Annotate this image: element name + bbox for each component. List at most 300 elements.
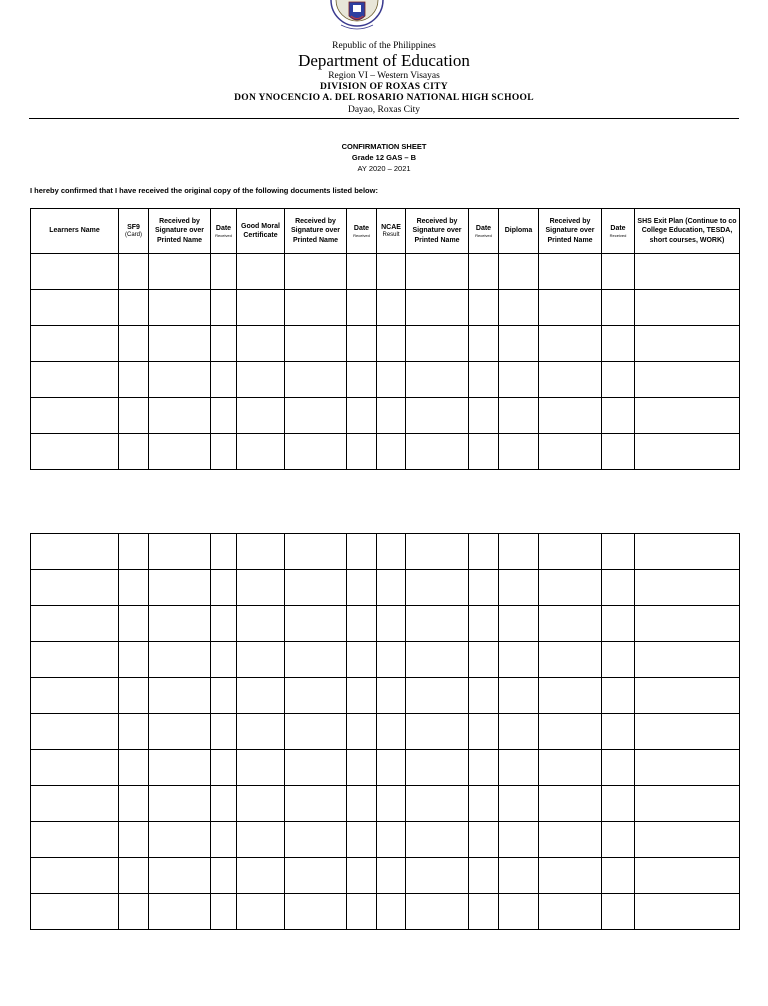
table-cell[interactable] <box>119 786 149 822</box>
table-cell[interactable] <box>539 714 602 750</box>
table-cell[interactable] <box>377 254 406 290</box>
table-cell[interactable] <box>347 642 377 678</box>
table-cell[interactable] <box>635 786 740 822</box>
table-cell[interactable] <box>469 714 499 750</box>
confirmation-table-bottom <box>30 533 740 930</box>
table-cell[interactable] <box>237 434 285 470</box>
header-department: Department of Education <box>298 51 470 70</box>
table-cell[interactable] <box>635 714 740 750</box>
table-cell[interactable] <box>469 894 499 930</box>
table-cell[interactable] <box>285 398 347 434</box>
table-cell[interactable] <box>31 362 119 398</box>
table-cell[interactable] <box>499 326 539 362</box>
table-cell[interactable] <box>602 858 635 894</box>
table-cell[interactable] <box>237 606 285 642</box>
table-cell[interactable] <box>406 894 469 930</box>
table-cell[interactable] <box>31 570 119 606</box>
table-cell[interactable] <box>31 398 119 434</box>
table-row <box>31 290 740 326</box>
table-cell[interactable] <box>119 534 149 570</box>
table-cell[interactable] <box>406 750 469 786</box>
table-cell[interactable] <box>469 678 499 714</box>
table-cell[interactable] <box>119 894 149 930</box>
table-cell[interactable] <box>635 858 740 894</box>
table-cell[interactable] <box>469 398 499 434</box>
table-cell[interactable] <box>31 534 119 570</box>
table-cell[interactable] <box>539 894 602 930</box>
table-cell[interactable] <box>406 254 469 290</box>
column-header-label: Received by Signature over Printed Name <box>412 218 462 244</box>
table-cell[interactable] <box>602 362 635 398</box>
table-cell[interactable] <box>211 362 237 398</box>
header-republic: Republic of the Philippines <box>332 41 436 51</box>
table-row <box>31 326 740 362</box>
table-cell[interactable] <box>377 434 406 470</box>
table-cell[interactable] <box>211 254 237 290</box>
table-cell[interactable] <box>635 642 740 678</box>
table-cell[interactable] <box>149 822 211 858</box>
table-cell[interactable] <box>285 606 347 642</box>
table-cell[interactable] <box>377 858 406 894</box>
table-cell[interactable] <box>31 678 119 714</box>
table-cell[interactable] <box>119 570 149 606</box>
column-header-label: Diploma <box>504 227 533 235</box>
table-cell[interactable] <box>406 434 469 470</box>
table-cell[interactable] <box>406 362 469 398</box>
table-cell[interactable] <box>211 714 237 750</box>
table-cell[interactable] <box>635 678 740 714</box>
table-cell[interactable] <box>149 290 211 326</box>
table-cell[interactable] <box>237 858 285 894</box>
table-cell[interactable] <box>237 326 285 362</box>
table-cell[interactable] <box>406 570 469 606</box>
table-cell[interactable] <box>539 678 602 714</box>
confirmation-statement: I hereby confirmed that I have received the original copy of the following documents listed below: <box>30 186 378 195</box>
table-cell[interactable] <box>347 786 377 822</box>
table-cell[interactable] <box>406 290 469 326</box>
table-cell[interactable] <box>406 398 469 434</box>
table-cell[interactable] <box>237 894 285 930</box>
table-row <box>31 894 740 930</box>
table-row <box>31 714 740 750</box>
table-cell[interactable] <box>149 398 211 434</box>
header-divider <box>29 118 739 119</box>
table-cell[interactable] <box>635 326 740 362</box>
table-row <box>31 858 740 894</box>
table-cell[interactable] <box>377 534 406 570</box>
table-cell[interactable] <box>377 290 406 326</box>
table-cell[interactable] <box>347 606 377 642</box>
table-cell[interactable] <box>149 570 211 606</box>
header-region: Region VI – Western Visayas <box>328 71 440 81</box>
table-cell[interactable] <box>499 254 539 290</box>
table-cell[interactable] <box>347 714 377 750</box>
table-cell[interactable] <box>539 570 602 606</box>
table-cell[interactable] <box>377 362 406 398</box>
table-cell[interactable] <box>539 290 602 326</box>
table-cell[interactable] <box>31 858 119 894</box>
table-cell[interactable] <box>149 714 211 750</box>
table-cell[interactable] <box>469 434 499 470</box>
column-header <box>285 209 347 254</box>
table-cell[interactable] <box>469 822 499 858</box>
table-cell[interactable] <box>635 822 740 858</box>
table-row <box>31 434 740 470</box>
table-cell[interactable] <box>237 290 285 326</box>
column-header <box>237 209 285 254</box>
table-cell[interactable] <box>149 786 211 822</box>
table-cell[interactable] <box>469 642 499 678</box>
table-cell[interactable] <box>499 398 539 434</box>
table-cell[interactable] <box>285 714 347 750</box>
table-cell[interactable] <box>119 254 149 290</box>
table-cell[interactable] <box>119 326 149 362</box>
column-header <box>211 209 237 254</box>
table-cell[interactable] <box>539 254 602 290</box>
table-cell[interactable] <box>539 398 602 434</box>
table-cell[interactable] <box>602 894 635 930</box>
deped-seal-logo <box>327 0 387 38</box>
column-header-sublabel: Received <box>609 232 627 238</box>
table-cell[interactable] <box>237 678 285 714</box>
table-cell[interactable] <box>285 534 347 570</box>
table-cell[interactable] <box>539 534 602 570</box>
column-header <box>539 209 602 254</box>
table-cell[interactable] <box>211 822 237 858</box>
table-cell[interactable] <box>285 822 347 858</box>
table-cell[interactable] <box>237 398 285 434</box>
table-cell[interactable] <box>237 642 285 678</box>
table-row <box>31 606 740 642</box>
table-cell[interactable] <box>31 894 119 930</box>
confirmation-table-top <box>30 208 740 470</box>
table-cell[interactable] <box>377 894 406 930</box>
table-cell[interactable] <box>119 434 149 470</box>
table-cell[interactable] <box>119 750 149 786</box>
table-cell[interactable] <box>469 254 499 290</box>
table-cell[interactable] <box>602 822 635 858</box>
table-cell[interactable] <box>347 678 377 714</box>
table-cell[interactable] <box>119 678 149 714</box>
table-cell[interactable] <box>149 606 211 642</box>
table-cell[interactable] <box>469 326 499 362</box>
table-cell[interactable] <box>602 398 635 434</box>
table-cell[interactable] <box>602 534 635 570</box>
table-cell[interactable] <box>149 678 211 714</box>
table-cell[interactable] <box>347 894 377 930</box>
table-cell[interactable] <box>31 254 119 290</box>
column-header-label: Date <box>610 225 626 233</box>
table-cell[interactable] <box>31 434 119 470</box>
table-cell[interactable] <box>406 822 469 858</box>
table-body-bottom <box>31 534 740 930</box>
column-header-label: Received by Signature over Printed Name <box>154 218 204 244</box>
table-cell[interactable] <box>285 894 347 930</box>
table-cell[interactable] <box>211 858 237 894</box>
table-cell[interactable] <box>602 714 635 750</box>
table-cell[interactable] <box>285 362 347 398</box>
table-cell[interactable] <box>119 290 149 326</box>
table-cell[interactable] <box>406 714 469 750</box>
table-cell[interactable] <box>31 606 119 642</box>
document-grade: Grade 12 GAS – B <box>351 153 417 162</box>
table-cell[interactable] <box>635 362 740 398</box>
table-cell[interactable] <box>602 254 635 290</box>
table-cell[interactable] <box>237 534 285 570</box>
table-cell[interactable] <box>347 398 377 434</box>
table-cell[interactable] <box>149 750 211 786</box>
table-cell[interactable] <box>539 642 602 678</box>
table-cell[interactable] <box>119 858 149 894</box>
table-cell[interactable] <box>347 534 377 570</box>
table-cell[interactable] <box>347 822 377 858</box>
table-cell[interactable] <box>285 678 347 714</box>
table-cell[interactable] <box>149 642 211 678</box>
table-cell[interactable] <box>237 822 285 858</box>
table-row <box>31 398 740 434</box>
table-row <box>31 642 740 678</box>
table-cell[interactable] <box>469 606 499 642</box>
table-cell[interactable] <box>499 570 539 606</box>
table-cell[interactable] <box>602 326 635 362</box>
table-cell[interactable] <box>539 786 602 822</box>
table-cell[interactable] <box>469 750 499 786</box>
table-cell[interactable] <box>31 326 119 362</box>
column-header-label: Date <box>215 225 232 233</box>
table-cell[interactable] <box>285 290 347 326</box>
column-header-label: Received by Signature over Printed Name <box>545 218 595 244</box>
table-cell[interactable] <box>347 254 377 290</box>
column-header <box>119 209 149 254</box>
table-cell[interactable] <box>285 858 347 894</box>
table-cell[interactable] <box>635 398 740 434</box>
column-header <box>377 209 406 254</box>
table-cell[interactable] <box>602 606 635 642</box>
table-cell[interactable] <box>635 290 740 326</box>
table-cell[interactable] <box>377 606 406 642</box>
table-cell[interactable] <box>635 606 740 642</box>
table-cell[interactable] <box>347 570 377 606</box>
table-cell[interactable] <box>602 290 635 326</box>
table-cell[interactable] <box>119 642 149 678</box>
table-cell[interactable] <box>469 534 499 570</box>
column-header <box>31 209 119 254</box>
column-header-sublabel: Received <box>215 232 232 238</box>
table-cell[interactable] <box>285 254 347 290</box>
table-cell[interactable] <box>119 714 149 750</box>
table-cell[interactable] <box>237 714 285 750</box>
table-cell[interactable] <box>211 434 237 470</box>
table-cell[interactable] <box>469 362 499 398</box>
table-cell[interactable] <box>539 750 602 786</box>
table-cell[interactable] <box>406 858 469 894</box>
table-cell[interactable] <box>149 326 211 362</box>
table-cell[interactable] <box>406 642 469 678</box>
table-cell[interactable] <box>119 822 149 858</box>
table-cell[interactable] <box>377 678 406 714</box>
column-header-label: Good Moral Certificate <box>241 222 280 239</box>
table-cell[interactable] <box>602 434 635 470</box>
table-cell[interactable] <box>149 858 211 894</box>
table-cell[interactable] <box>377 822 406 858</box>
column-header-label: Date <box>353 225 370 233</box>
table-cell[interactable] <box>635 570 740 606</box>
table-cell[interactable] <box>31 786 119 822</box>
document-title: CONFIRMATION SHEET <box>341 142 427 151</box>
table-cell[interactable] <box>635 534 740 570</box>
table-cell[interactable] <box>31 290 119 326</box>
table-cell[interactable] <box>149 254 211 290</box>
table-row <box>31 534 740 570</box>
column-header <box>406 209 469 254</box>
table-cell[interactable] <box>347 858 377 894</box>
table-cell[interactable] <box>602 570 635 606</box>
table-cell[interactable] <box>499 750 539 786</box>
table-cell[interactable] <box>539 362 602 398</box>
table-cell[interactable] <box>211 534 237 570</box>
table-cell[interactable] <box>635 894 740 930</box>
table-row <box>31 570 740 606</box>
table-cell[interactable] <box>539 326 602 362</box>
table-cell[interactable] <box>539 606 602 642</box>
table-cell[interactable] <box>347 362 377 398</box>
table-cell[interactable] <box>119 606 149 642</box>
table-cell[interactable] <box>499 858 539 894</box>
table-cell[interactable] <box>499 894 539 930</box>
table-cell[interactable] <box>211 750 237 786</box>
table-cell[interactable] <box>469 570 499 606</box>
table-cell[interactable] <box>237 254 285 290</box>
table-cell[interactable] <box>635 254 740 290</box>
table-cell[interactable] <box>211 642 237 678</box>
table-cell[interactable] <box>211 678 237 714</box>
table-cell[interactable] <box>469 786 499 822</box>
table-cell[interactable] <box>539 858 602 894</box>
table-cell[interactable] <box>211 326 237 362</box>
table-cell[interactable] <box>285 434 347 470</box>
table-row <box>31 786 740 822</box>
table-cell[interactable] <box>31 642 119 678</box>
table-cell[interactable] <box>347 290 377 326</box>
table-cell[interactable] <box>237 786 285 822</box>
column-header-label: Date <box>475 225 492 233</box>
table-cell[interactable] <box>539 434 602 470</box>
table-cell[interactable] <box>499 714 539 750</box>
table-cell[interactable] <box>211 786 237 822</box>
table-row <box>31 362 740 398</box>
column-header <box>149 209 211 254</box>
table-cell[interactable] <box>469 858 499 894</box>
column-header-label: Received by Signature over Printed Name <box>290 218 340 244</box>
column-header-label: SF9 <box>127 223 140 231</box>
table-cell[interactable] <box>149 434 211 470</box>
table-cell[interactable] <box>211 398 237 434</box>
table-body-top <box>31 254 740 470</box>
table-cell[interactable] <box>149 362 211 398</box>
table-cell[interactable] <box>377 570 406 606</box>
table-cell[interactable] <box>211 606 237 642</box>
table-row <box>31 822 740 858</box>
column-header <box>602 209 635 254</box>
table-cell[interactable] <box>119 398 149 434</box>
table-cell[interactable] <box>237 570 285 606</box>
column-header-sublabel: Result <box>382 231 400 238</box>
table-cell[interactable] <box>211 570 237 606</box>
table-cell[interactable] <box>31 750 119 786</box>
table-row <box>31 678 740 714</box>
table-cell[interactable] <box>406 786 469 822</box>
table-cell[interactable] <box>499 642 539 678</box>
table-cell[interactable] <box>635 434 740 470</box>
table-cell[interactable] <box>211 894 237 930</box>
column-header <box>347 209 377 254</box>
column-header-label: NCAE <box>381 223 401 231</box>
column-header-label: SHS Exit Plan (Continue to co College Education, TESDA, short courses, WORK) <box>637 218 737 244</box>
table-cell[interactable] <box>237 362 285 398</box>
table-cell[interactable] <box>211 290 237 326</box>
table-cell[interactable] <box>406 606 469 642</box>
table-cell[interactable] <box>285 642 347 678</box>
column-header-sublabel: (Card) <box>124 231 142 238</box>
table-cell[interactable] <box>119 362 149 398</box>
table-cell[interactable] <box>377 786 406 822</box>
table-cell[interactable] <box>406 534 469 570</box>
table-cell[interactable] <box>347 326 377 362</box>
table-cell[interactable] <box>285 326 347 362</box>
table-cell[interactable] <box>285 570 347 606</box>
column-header-label: Learners Name <box>49 227 100 235</box>
table-cell[interactable] <box>499 822 539 858</box>
table-cell[interactable] <box>499 534 539 570</box>
table-cell[interactable] <box>377 642 406 678</box>
table-cell[interactable] <box>347 434 377 470</box>
table-cell[interactable] <box>31 714 119 750</box>
table-cell[interactable] <box>406 326 469 362</box>
table-cell[interactable] <box>539 822 602 858</box>
table-row <box>31 750 740 786</box>
table-cell[interactable] <box>602 642 635 678</box>
table-cell[interactable] <box>285 750 347 786</box>
table-cell[interactable] <box>602 750 635 786</box>
table-cell[interactable] <box>377 326 406 362</box>
table-cell[interactable] <box>406 678 469 714</box>
header-address: Dayao, Roxas City <box>347 105 421 115</box>
table-cell[interactable] <box>499 434 539 470</box>
table-cell[interactable] <box>499 678 539 714</box>
column-header <box>469 209 499 254</box>
table-cell[interactable] <box>602 786 635 822</box>
table-cell[interactable] <box>377 714 406 750</box>
table-cell[interactable] <box>499 362 539 398</box>
table-cell[interactable] <box>31 822 119 858</box>
table-cell[interactable] <box>635 750 740 786</box>
table-row <box>31 254 740 290</box>
table-cell[interactable] <box>499 290 539 326</box>
table-cell[interactable] <box>285 786 347 822</box>
table-cell[interactable] <box>499 606 539 642</box>
table-cell[interactable] <box>377 750 406 786</box>
table-cell[interactable] <box>347 750 377 786</box>
table-cell[interactable] <box>499 786 539 822</box>
table-cell[interactable] <box>237 750 285 786</box>
table-cell[interactable] <box>602 678 635 714</box>
table-cell[interactable] <box>149 534 211 570</box>
table-cell[interactable] <box>149 894 211 930</box>
table-cell[interactable] <box>469 290 499 326</box>
column-header-sublabel: Received <box>475 232 492 238</box>
table-cell[interactable] <box>377 398 406 434</box>
header-division: DIVISION OF ROXAS CITY <box>320 82 448 92</box>
